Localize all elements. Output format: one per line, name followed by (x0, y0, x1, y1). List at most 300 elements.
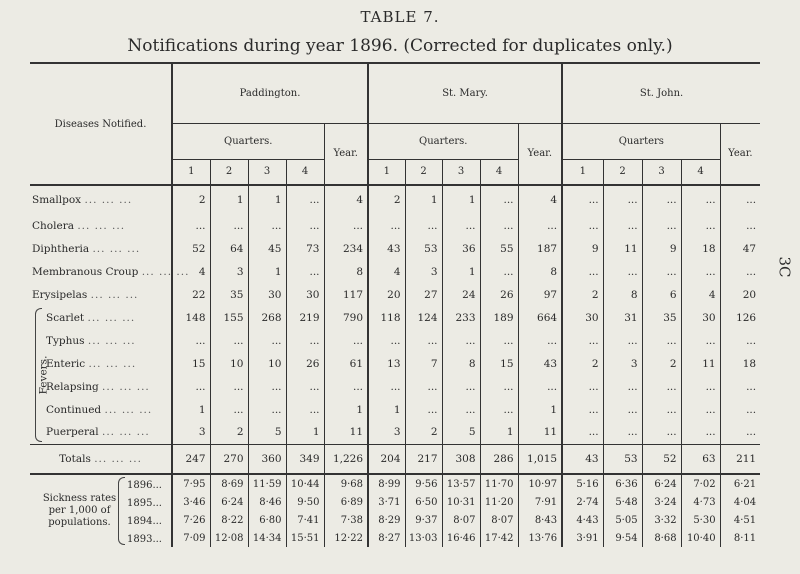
table-cell: 3 (603, 352, 642, 375)
table-cell (324, 493, 368, 511)
rate-value: 8·07 (453, 514, 476, 526)
table-cell (286, 493, 324, 511)
rate-value: 6·36 (615, 478, 638, 490)
rate-value: 11·20 (484, 496, 514, 508)
rate-value: 8·07 (491, 514, 514, 526)
table-cell: 270 (210, 444, 248, 474)
table-cell: ... (480, 329, 518, 352)
table-cell (642, 474, 681, 493)
table-cell: 126 (720, 306, 760, 329)
rate-value: 8·46 (259, 496, 282, 508)
table-cell: 2 (210, 421, 248, 444)
table-cell: ... (405, 375, 442, 398)
row-label (42, 421, 172, 444)
table-cell: ... (210, 375, 248, 398)
sickness-label (30, 493, 121, 529)
table-cell: 1 (442, 260, 480, 283)
table-cell: ... (642, 329, 681, 352)
rate-value: 4·43 (576, 514, 599, 526)
table-cell: ... (518, 375, 562, 398)
sickness-year: 1896... (127, 480, 162, 491)
table-cell: 247 (172, 444, 210, 474)
table-cell: 27 (405, 283, 442, 306)
table-cell: ... (442, 375, 480, 398)
table-cell: ... (720, 375, 760, 398)
leader-dots: ... ... ... (102, 380, 150, 393)
table-cell: 3 (405, 260, 442, 283)
table-cell: 30 (286, 283, 324, 306)
leader-dots: ... ... ... (77, 219, 126, 232)
table-cell (210, 511, 248, 529)
table-cell: 52 (172, 237, 210, 260)
table-cell: 35 (642, 306, 681, 329)
rate-value: 6·50 (415, 496, 438, 508)
table-cell (681, 474, 720, 493)
table-cell (442, 493, 480, 511)
table-cell: 24 (442, 283, 480, 306)
table-cell: 268 (248, 306, 286, 329)
sickness-year: 1893... (127, 534, 162, 545)
quarter-number: 3 (248, 159, 286, 185)
table-cell (172, 493, 210, 511)
table-cell (642, 511, 681, 529)
table-cell: ... (720, 214, 760, 237)
notifications-table (30, 62, 760, 547)
row-label-text: Diphtheria (32, 242, 90, 255)
table-cell: 30 (681, 306, 720, 329)
rate-value: 6·21 (733, 478, 757, 490)
rate-value: 5·16 (576, 478, 599, 490)
table-cell (368, 511, 405, 529)
table-cell: 286 (480, 444, 518, 474)
table-cell: ... (210, 329, 248, 352)
table-cell: ... (480, 375, 518, 398)
row-label-text: Cholera (32, 219, 74, 232)
table-cell: 9 (642, 237, 681, 260)
rate-value: 7·02 (693, 478, 716, 490)
table-cell (681, 511, 720, 529)
table-cell: ... (681, 375, 720, 398)
table-cell: 18 (720, 352, 760, 375)
table-cell (442, 474, 480, 493)
table-cell: 7 (405, 352, 442, 375)
table-cell: 5 (248, 421, 286, 444)
table-cell: ... (286, 214, 324, 237)
rate-value: 4·04 (733, 496, 757, 508)
rate-value: 12·22 (334, 532, 364, 544)
table-cell: 1 (518, 398, 562, 421)
table-cell: 55 (480, 237, 518, 260)
table-cell: 1,015 (518, 444, 562, 474)
table-row (30, 352, 760, 375)
row-label (30, 283, 172, 306)
table-cell: ... (518, 214, 562, 237)
table-cell: ... (248, 214, 286, 237)
table-cell: 2 (368, 185, 405, 214)
table-cell: ... (603, 214, 642, 237)
table-cell (562, 493, 603, 511)
rate-value: 15·51 (290, 532, 320, 544)
fevers-group (30, 306, 50, 444)
rate-value: 3·24 (654, 496, 677, 508)
sickness-year: 1894... (127, 516, 162, 527)
year-header-st-john: Year. (720, 123, 760, 185)
table-cell: ... (642, 260, 681, 283)
table-cell: 73 (286, 237, 324, 260)
table-cell: 790 (324, 306, 368, 329)
table-cell: 360 (248, 444, 286, 474)
table-cell: ... (562, 375, 603, 398)
rate-value: 14·34 (252, 532, 282, 544)
table-cell: 1 (286, 421, 324, 444)
table-cell (405, 529, 442, 547)
table-cell: 1 (405, 185, 442, 214)
rate-value: 9·50 (297, 496, 320, 508)
rate-value: 6·80 (259, 514, 282, 526)
row-label (30, 185, 172, 214)
table-row (30, 283, 760, 306)
table-cell: ... (720, 398, 760, 421)
fevers-brace (35, 308, 42, 442)
table-cell (210, 529, 248, 547)
table-cell: ... (210, 398, 248, 421)
leader-dots: ... ... ... (92, 242, 141, 255)
table-cell: 61 (324, 352, 368, 375)
rate-value: 8·43 (534, 514, 558, 526)
table-cell (642, 493, 681, 511)
diseases-header: Diseases Notified. (30, 63, 172, 185)
table-cell: 15 (480, 352, 518, 375)
table-cell: 2 (562, 352, 603, 375)
leader-dots: ... ... ... (87, 311, 136, 324)
rate-value: 9·68 (340, 478, 364, 490)
rate-value: 9·54 (615, 532, 638, 544)
table-cell (480, 474, 518, 493)
table-cell (480, 493, 518, 511)
table-cell: 664 (518, 306, 562, 329)
table-cell: 233 (442, 306, 480, 329)
table-cell: ... (642, 214, 681, 237)
table-cell: 15 (172, 352, 210, 375)
table-cell (286, 474, 324, 493)
table-cell: 1 (480, 421, 518, 444)
rate-value: 7·26 (183, 514, 206, 526)
table-cell: 20 (720, 283, 760, 306)
sickness-row (30, 474, 760, 493)
table-cell (286, 511, 324, 529)
table-cell: 1 (172, 398, 210, 421)
row-label-text: Continued (46, 403, 102, 416)
table-cell: ... (442, 329, 480, 352)
table-cell: ... (286, 260, 324, 283)
row-label-text: Typhus (46, 334, 85, 347)
fevers-label: Fevers. (37, 355, 50, 395)
rate-value: 5·48 (615, 496, 638, 508)
table-cell: 8 (442, 352, 480, 375)
table-cell (603, 511, 642, 529)
rate-value: 6·89 (340, 496, 364, 508)
rate-value: 8·11 (733, 532, 757, 544)
table-cell: 3 (368, 421, 405, 444)
table-cell: ... (248, 398, 286, 421)
quarters-header-st-john: Quarters (562, 123, 720, 159)
district-header-st-john: St. John. (562, 63, 760, 123)
table-cell: ... (368, 214, 405, 237)
rate-value: 12·08 (214, 532, 244, 544)
table-cell: ... (642, 375, 681, 398)
table-cell (562, 529, 603, 547)
table-cell: ... (681, 260, 720, 283)
row-label (30, 237, 172, 260)
row-label-text: Relapsing (46, 380, 99, 393)
rate-value: 10·97 (528, 478, 558, 490)
table-cell: ... (286, 329, 324, 352)
table-cell: 11 (603, 237, 642, 260)
table-cell (324, 529, 368, 547)
table-cell: ... (603, 375, 642, 398)
table-row (30, 237, 760, 260)
rate-value: 8·69 (221, 478, 244, 490)
table-cell: 43 (368, 237, 405, 260)
table-cell: 45 (248, 237, 286, 260)
table-cell: ... (442, 214, 480, 237)
quarter-number: 4 (480, 159, 518, 185)
quarter-number: 2 (603, 159, 642, 185)
table-cell: 1 (248, 260, 286, 283)
table-cell (720, 474, 760, 493)
quarter-number: 4 (681, 159, 720, 185)
table-cell (720, 511, 760, 529)
table-cell: 2 (642, 352, 681, 375)
leader-dots: ... ... ... (87, 334, 136, 347)
rate-value: 6·24 (221, 496, 244, 508)
rate-value: 10·31 (446, 496, 476, 508)
table-cell: ... (248, 329, 286, 352)
table-cell (248, 493, 286, 511)
row-label-text: Totals (59, 452, 91, 465)
rate-value: 7·41 (297, 514, 320, 526)
table-cell (720, 493, 760, 511)
table-cell (172, 511, 210, 529)
rate-value: 9·37 (415, 514, 438, 526)
table-cell: 10 (210, 352, 248, 375)
table-cell: 4 (172, 260, 210, 283)
table-cell: 1,226 (324, 444, 368, 474)
table-cell (603, 493, 642, 511)
table-cell: ... (681, 185, 720, 214)
table-cell: ... (681, 329, 720, 352)
district-header-paddington: Paddington. (172, 63, 368, 123)
table-cell (248, 511, 286, 529)
rate-value: 7·09 (183, 532, 206, 544)
rate-value: 11·59 (252, 478, 282, 490)
table-cell: ... (642, 398, 681, 421)
table-cell (405, 493, 442, 511)
table-cell (172, 474, 210, 493)
table-cell: 53 (603, 444, 642, 474)
rate-value: 9·56 (415, 478, 438, 490)
district-header-st-mary: St. Mary. (368, 63, 562, 123)
table-cell (210, 493, 248, 511)
table-cell: ... (562, 214, 603, 237)
table-cell: ... (642, 185, 681, 214)
table-cell: ... (324, 375, 368, 398)
table-cell: ... (681, 398, 720, 421)
rate-value: 10·44 (290, 478, 320, 490)
table-row (30, 329, 760, 352)
leader-dots: ... ... ... (141, 265, 190, 278)
table-cell: 10 (248, 352, 286, 375)
rate-value: 6·24 (654, 478, 677, 490)
quarter-number: 2 (210, 159, 248, 185)
quarter-number: 2 (405, 159, 442, 185)
table-cell: 148 (172, 306, 210, 329)
year-header-paddington: Year. (324, 123, 368, 185)
table-cell (442, 511, 480, 529)
rate-value: 5·30 (693, 514, 716, 526)
table-cell (518, 474, 562, 493)
table-cell: 1 (442, 185, 480, 214)
table-cell: 43 (518, 352, 562, 375)
table-cell: 20 (368, 283, 405, 306)
leader-dots: ... ... ... (101, 426, 150, 439)
table-cell: ... (480, 185, 518, 214)
sickness-label-line: per 1,000 of (48, 505, 111, 516)
rate-value: 8·68 (654, 532, 677, 544)
table-cell (681, 493, 720, 511)
table-cell: 36 (442, 237, 480, 260)
table-cell: 217 (405, 444, 442, 474)
rate-value: 13·03 (408, 532, 438, 544)
table-cell: ... (518, 329, 562, 352)
table-cell: 189 (480, 306, 518, 329)
row-label (30, 444, 172, 474)
table-cell: 22 (172, 283, 210, 306)
table-cell: 117 (324, 283, 368, 306)
table-cell: ... (603, 185, 642, 214)
rate-value: 11·70 (484, 478, 514, 490)
page-number: 3C (775, 256, 794, 278)
rate-value: 2·74 (576, 496, 599, 508)
table-cell: ... (324, 329, 368, 352)
table-row (30, 306, 760, 329)
quarter-number: 3 (442, 159, 480, 185)
table-cell (681, 529, 720, 547)
table-cell: ... (480, 214, 518, 237)
table-cell: 8 (518, 260, 562, 283)
table-cell: ... (480, 260, 518, 283)
table-cell: ... (286, 398, 324, 421)
row-label-text: Membranous Croup (32, 265, 139, 278)
table-cell: 13 (368, 352, 405, 375)
table-cell: ... (442, 398, 480, 421)
table-cell (480, 529, 518, 547)
year-header-st-mary: Year. (518, 123, 562, 185)
table-cell: 30 (562, 306, 603, 329)
table-cell: ... (172, 375, 210, 398)
table-cell (518, 511, 562, 529)
table-cell (480, 511, 518, 529)
table-cell (368, 529, 405, 547)
table-row (30, 185, 760, 214)
table-cell: ... (562, 185, 603, 214)
row-label-text: Erysipelas (32, 288, 88, 301)
table-cell: ... (324, 214, 368, 237)
row-label-text: Enteric (46, 357, 86, 370)
table-cell: ... (720, 260, 760, 283)
table-cell: 11 (518, 421, 562, 444)
table-cell: 3 (210, 260, 248, 283)
quarter-number: 1 (172, 159, 210, 185)
rate-value: 7·95 (183, 478, 206, 490)
table-cell: 4 (681, 283, 720, 306)
table-cell: 349 (286, 444, 324, 474)
table-cell: ... (172, 214, 210, 237)
table-cell: ... (720, 329, 760, 352)
row-label-text: Scarlet (46, 311, 85, 324)
quarter-number: 4 (286, 159, 324, 185)
table-cell: 2 (172, 185, 210, 214)
rate-value: 13·57 (446, 478, 476, 490)
table-cell: 43 (562, 444, 603, 474)
table-cell (720, 529, 760, 547)
table-cell: 2 (405, 421, 442, 444)
table-cell: ... (368, 375, 405, 398)
table-cell: ... (286, 185, 324, 214)
quarters-header-paddington: Quarters. (172, 123, 324, 159)
table-cell: 35 (210, 283, 248, 306)
sickness-year: 1895... (127, 498, 162, 509)
table-cell: ... (172, 329, 210, 352)
table-cell (248, 474, 286, 493)
rate-value: 3·46 (183, 496, 206, 508)
sickness-brace (118, 477, 125, 545)
table-cell: ... (603, 398, 642, 421)
table-title: TABLE 7. (360, 8, 440, 26)
table-cell (405, 474, 442, 493)
table-cell: 124 (405, 306, 442, 329)
table-cell: 5 (442, 421, 480, 444)
table-cell: 118 (368, 306, 405, 329)
table-cell: ... (603, 329, 642, 352)
sickness-label-line: Sickness rates (42, 493, 117, 504)
rate-value: 3·32 (654, 514, 677, 526)
table-cell: ... (603, 421, 642, 444)
table-cell: 30 (248, 283, 286, 306)
table-row (30, 398, 760, 421)
table-cell: ... (642, 421, 681, 444)
table-cell: ... (681, 214, 720, 237)
table-cell: 26 (286, 352, 324, 375)
leader-dots: ... ... ... (104, 403, 153, 416)
leader-dots: ... ... ... (90, 288, 139, 301)
row-label (42, 329, 172, 352)
table-cell: 31 (603, 306, 642, 329)
table-cell: ... (720, 421, 760, 444)
table-cell (603, 474, 642, 493)
table-cell (324, 511, 368, 529)
rate-value: 7·38 (340, 514, 364, 526)
table-cell: 3 (172, 421, 210, 444)
table-cell: 26 (480, 283, 518, 306)
table-cell (210, 474, 248, 493)
table-cell: ... (480, 398, 518, 421)
rate-value: 7·91 (534, 496, 558, 508)
table-cell: 18 (681, 237, 720, 260)
table-cell (368, 493, 405, 511)
row-label (42, 375, 172, 398)
quarter-number: 3 (642, 159, 681, 185)
